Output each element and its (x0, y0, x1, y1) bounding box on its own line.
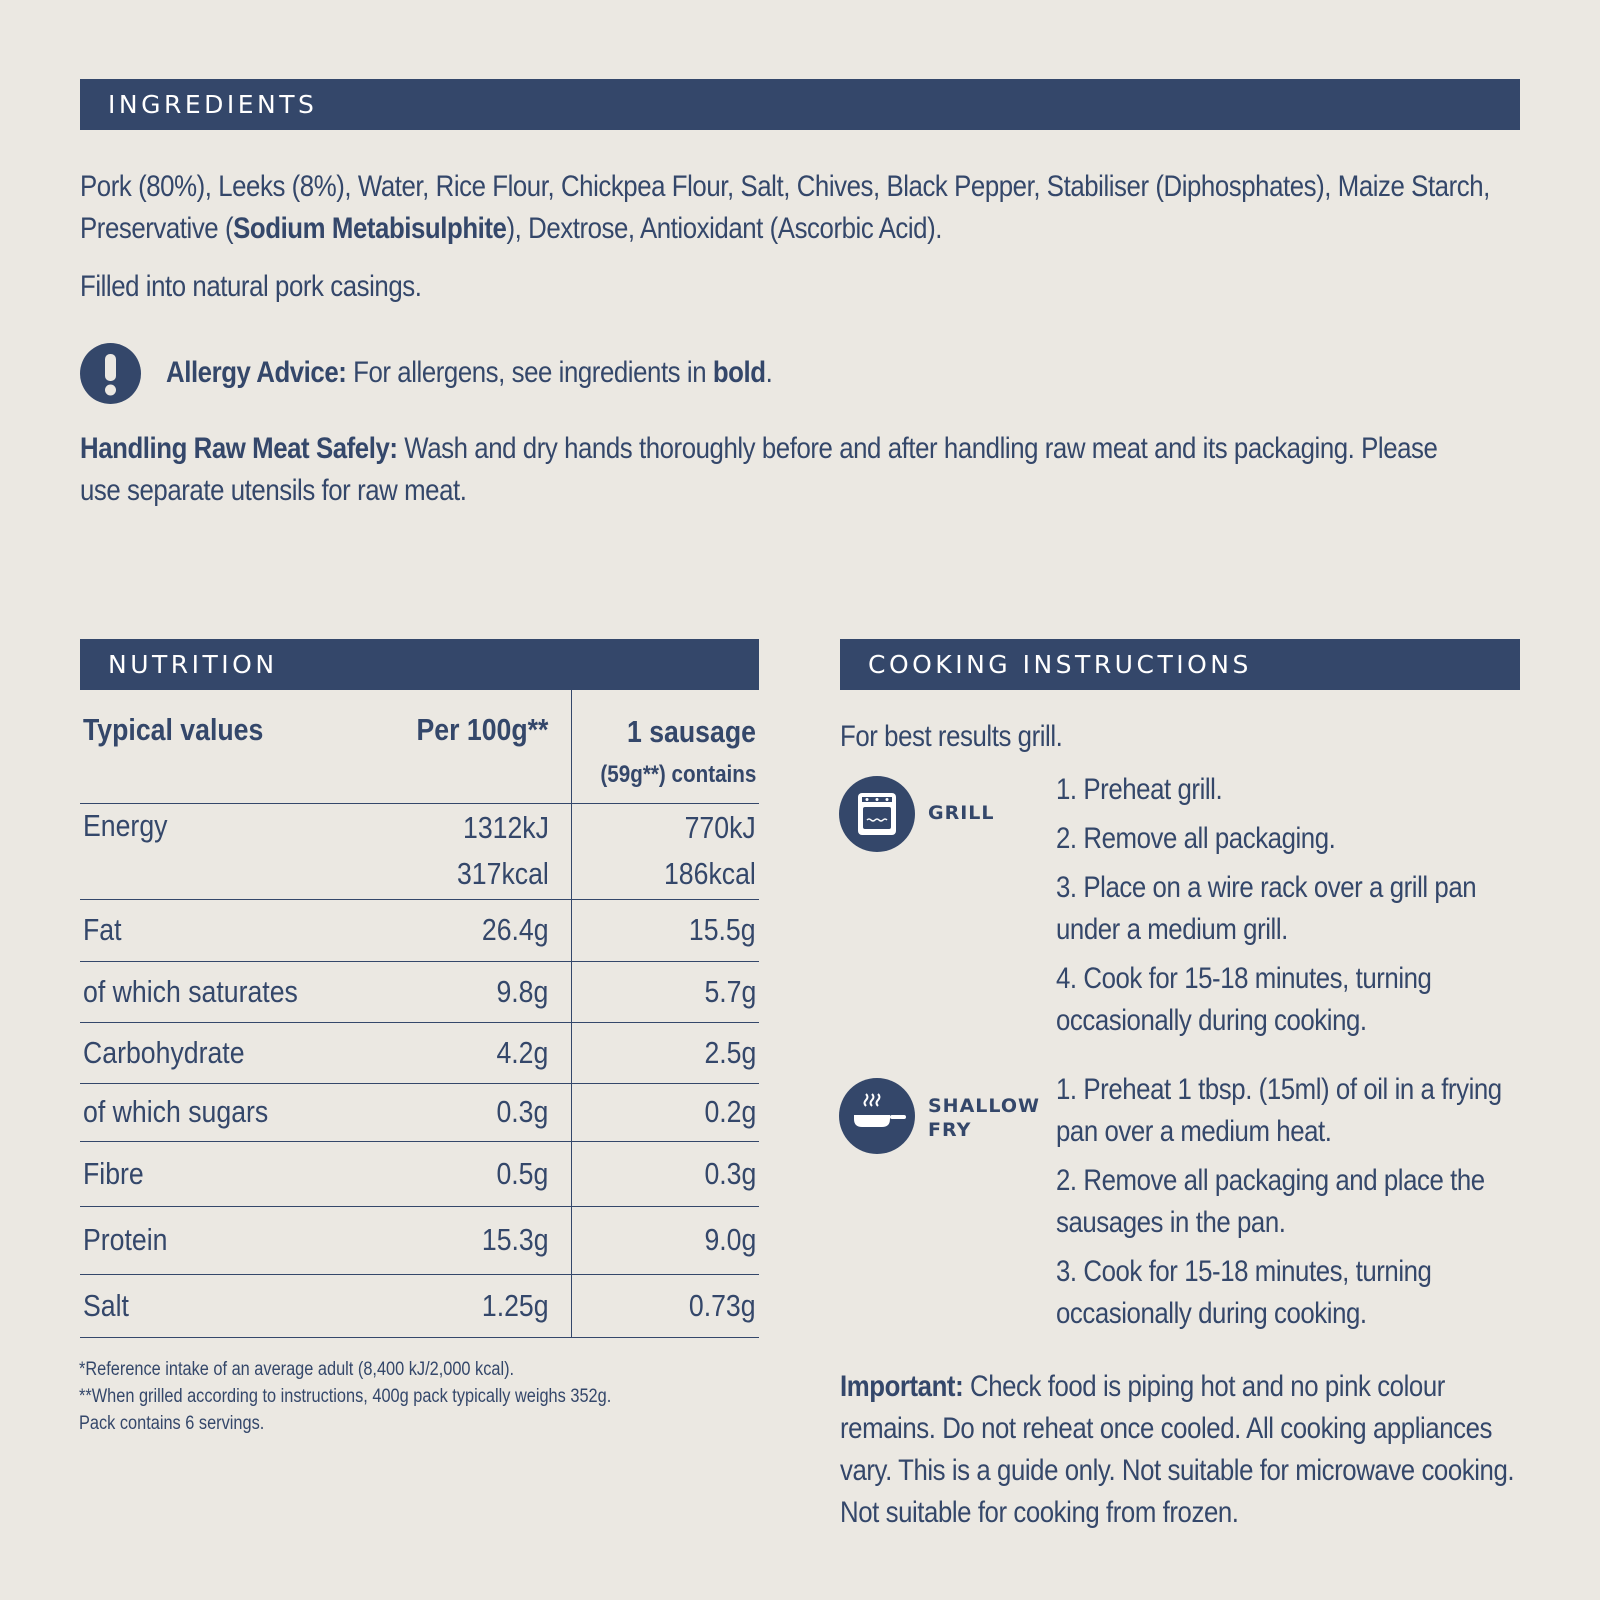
table-row: Protein 15.3g 9.0g (80, 1206, 759, 1274)
ingredients-heading: INGREDIENTS (80, 79, 1520, 130)
casing-note: Filled into natural pork casings. (80, 270, 422, 303)
frying-pan-icon (839, 1078, 915, 1154)
col-typical-values: Typical values (80, 690, 392, 803)
shallow-fry-label: SHALLOW FRY (928, 1095, 1040, 1141)
table-row: Energy 1312kJ 317kcal 770kJ 186kcal (80, 803, 759, 899)
handling-advice: Handling Raw Meat Safely: Wash and dry hands thoroughly before and after handling raw meat and its packaging. Please use separate utensils for raw meat. (80, 432, 1438, 507)
list-item: 4. Cook for 15-18 minutes, turning occasionally during cooking. (1056, 962, 1432, 1037)
table-row: Carbohydrate 4.2g 2.5g (80, 1022, 759, 1083)
nutrition-footnotes (79, 1356, 698, 1437)
cooking-heading: COOKING INSTRUCTIONS (840, 639, 1520, 690)
list-item: 1. Preheat grill. (1056, 773, 1223, 806)
footnote: Pack contains 6 servings. (79, 1413, 265, 1434)
cooking-intro: For best results grill. (840, 720, 1063, 753)
table-row: of which sugars 0.3g 0.2g (80, 1083, 759, 1141)
list-item: 2. Remove all packaging and place the sausages in the pan. (1056, 1164, 1485, 1239)
footnote: *Reference intake of an average adult (8,400 kJ/2,000 kcal). (79, 1359, 515, 1380)
table-row: Salt 1.25g 0.73g (80, 1274, 759, 1337)
oven-icon (839, 776, 915, 852)
exclamation-icon (80, 343, 141, 404)
grill-label: GRILL (928, 802, 995, 824)
allergen-ingredient: Sodium Metabisulphite (233, 212, 507, 245)
important-label: Important: (840, 1370, 964, 1403)
allergy-advice-label: Allergy Advice: (166, 356, 347, 389)
footnote: **When grilled according to instructions, 400g pack typically weighs 352g. (79, 1386, 612, 1407)
list-item: 3. Place on a wire rack over a grill pan under a medium grill. (1056, 871, 1477, 946)
nutrition-heading: NUTRITION (80, 639, 759, 690)
table-header-row (80, 690, 759, 803)
allergy-advice: Allergy Advice: For allergens, see ingredients in bold. (166, 356, 773, 389)
col-per-sausage: 1 sausage (59g**) contains (571, 690, 759, 803)
list-item: 1. Preheat 1 tbsp. (15ml) of oil in a frying pan over a medium heat. (1056, 1073, 1502, 1148)
shallow-fry-steps (1056, 1069, 1600, 1342)
list-item: 3. Cook for 15-18 minutes, turning occasionally during cooking. (1056, 1255, 1432, 1330)
important-note: Important: Check food is piping hot and no pink colour remains. Do not reheat once cooled. All cooking appliances vary. This is a guide only. Not suitable for microwave cooking. Not suitable for cooking from frozen. (840, 1370, 1515, 1529)
table-row: of which saturates 9.8g 5.7g (80, 961, 759, 1022)
nutrition-table (80, 690, 759, 1338)
handling-label: Handling Raw Meat Safely: (80, 432, 398, 465)
col-per-100g: Per 100g** (392, 690, 571, 803)
table-row: Fat 26.4g 15.5g (80, 899, 759, 961)
ingredients-list: Pork (80%), Leeks (8%), Water, Rice Flour, Chickpea Flour, Salt, Chives, Black Pepper, Stabiliser (Diphosphates), Maize Starch, Preservative (Sodium Metabisulphite), Dextrose, Antioxidant (Ascorbic Acid). (80, 170, 1490, 245)
table-row: Fibre 0.5g 0.3g (80, 1141, 759, 1206)
list-item: 2. Remove all packaging. (1056, 822, 1336, 855)
grill-steps (1056, 769, 1600, 1049)
